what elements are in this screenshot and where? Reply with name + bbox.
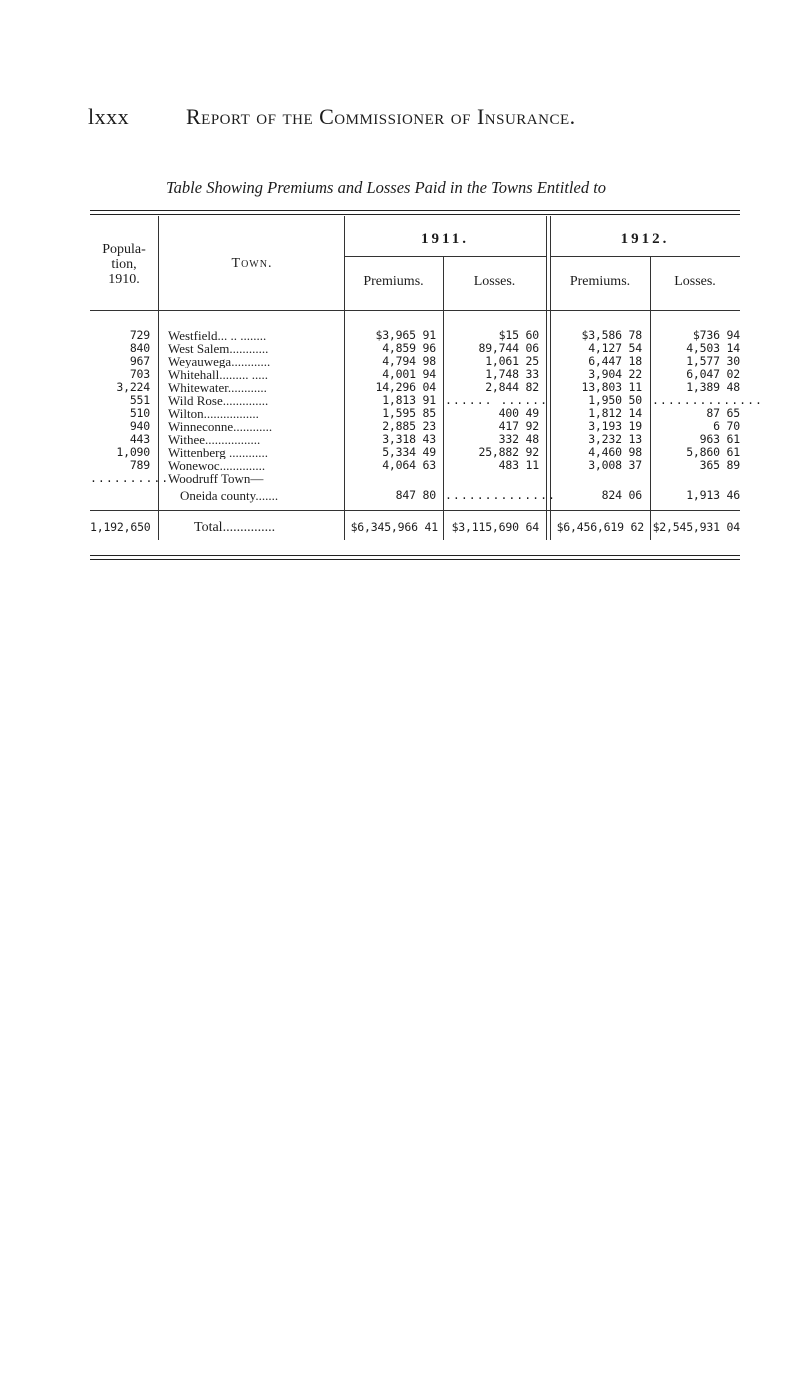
population-cell: 940 [129,419,150,433]
losses-1912-cell: 1,577 30 [686,354,740,368]
page-header [88,104,708,130]
losses-1911-cell: 1,061 25 [485,354,539,368]
premiums-1911-cell: 4,859 96 [382,341,436,355]
losses-1911-total: $3,115,690 64 [451,520,539,534]
losses-1912-cell: 6 70 [713,419,740,433]
town-cell: Wild Rose.............. [168,394,269,407]
premiums-1912-cell: 3,008 37 [588,458,642,472]
population-cell: 3,224 [116,380,150,394]
double-rule-bottom-2 [90,559,740,560]
premiums-1911-cell: 4,794 98 [382,354,436,368]
town-cell: Wonewoc.............. [168,459,266,472]
premiums-1912-cell: 3,232 13 [588,432,642,446]
population-cell: 729 [129,328,150,342]
losses-1911-cell: 89,744 06 [478,341,539,355]
header-premiums-1912: Premiums. [569,274,631,289]
premiums-1912-cell: $3,586 78 [581,328,642,342]
town-cell-line1: Woodruff Town— [168,471,264,486]
town-cell: Whitehall......... ..... [168,368,269,381]
town-cell-line2: Oneida county....... [180,488,279,503]
premiums-1911-cell: 4,001 94 [382,367,436,381]
losses-1912-cell: 365 89 [699,458,740,472]
premiums-1912-cell: 3,193 19 [588,419,642,433]
premiums-1912-cell: 4,127 54 [588,341,642,355]
premiums-1911-cell: 2,885 23 [382,419,436,433]
town-cell: Winneconne............ [168,420,273,433]
header-year-1911: 1911. [421,231,469,247]
premiums-1912-cell: 3,904 22 [588,367,642,381]
premiums-1911-cell: 5,334 49 [382,445,436,459]
year-1911-underline [344,256,546,257]
table-row-woodruff [90,472,740,485]
double-rule-bottom [90,555,740,556]
table-row-woodruff-2 [90,489,740,502]
population-total-cell: 1,192,650 [90,520,151,534]
losses-1912-cell: 5,860 61 [686,445,740,459]
premiums-1911-cell: 847 80 [395,488,436,502]
losses-1911-cell: ...... ...... [445,393,549,407]
town-cell: Wittenberg ............ [168,446,268,459]
premiums-1911-cell: 1,813 91 [382,393,436,407]
premiums-1911-cell: 4,064 63 [382,458,436,472]
table-row-total [90,521,740,534]
losses-1911-cell: 483 11 [498,458,539,472]
population-cell: .......... [90,471,170,485]
town-cell: Weyauwega............ [168,355,271,368]
table-caption: Table Showing Premiums and Losses Paid in the Towns Entitled to [166,178,607,197]
losses-1912-cell: 4,503 14 [686,341,740,355]
header-losses-1911: Losses. [473,274,516,289]
header-rule [90,310,740,311]
town-cell: Wilton................. [168,407,259,420]
population-cell: 703 [129,367,150,381]
total-label: Total............... [194,520,276,535]
losses-1912-cell: 1,389 48 [686,380,740,394]
losses-1912-cell: 963 61 [699,432,740,446]
header-year-1912: 1912. [620,231,670,247]
premiums-1911-cell: $3,965 91 [375,328,436,342]
page-number: lxxx [88,104,130,129]
population-cell: 1,090 [116,445,150,459]
double-rule-top-2 [90,214,740,215]
losses-1911-cell: 417 92 [498,419,539,433]
double-rule-top [90,210,740,211]
header-losses-1912: Losses. [674,274,716,289]
losses-1912-total: $2,545,931 04 [652,520,740,534]
premiums-1912-cell: 13,803 11 [581,380,642,394]
header-town: Town. [231,256,273,271]
premiums-1911-cell: 1,595 85 [382,406,436,420]
premiums-1912-cell: 4,460 98 [588,445,642,459]
premiums-1912-cell: 1,812 14 [588,406,642,420]
population-cell: 443 [129,432,150,446]
losses-1911-cell: 25,882 92 [478,445,539,459]
losses-1911-cell: 1,748 33 [485,367,539,381]
premiums-1911-cell: 3,318 43 [382,432,436,446]
town-cell: Westfield... .. ........ [168,329,267,342]
population-cell: 789 [129,458,150,472]
town-cell: Withee................. [168,433,261,446]
premiums-1912-cell: 6,447 18 [588,354,642,368]
losses-1911-cell: $15 60 [498,328,539,342]
losses-1911-cell: .............. [445,488,556,502]
total-rule [90,510,740,511]
population-cell: 840 [129,341,150,355]
losses-1912-cell: 87 65 [706,406,740,420]
header-population: Popula- tion, 1910. [102,242,146,287]
town-cell: Whitewater............ [168,381,267,394]
losses-1911-cell: 400 49 [498,406,539,420]
town-cell: West Salem............ [168,342,269,355]
losses-1912-cell: $736 94 [692,328,740,342]
population-cell: 967 [129,354,150,368]
losses-1911-cell: 2,844 82 [485,380,539,394]
premiums-1912-cell: 1,950 50 [588,393,642,407]
premiums-1911-cell: 14,296 04 [375,380,436,394]
losses-1912-cell: 1,913 46 [686,488,740,502]
running-title: Report of the Commissioner of Insurance. [186,104,576,129]
premiums-1912-cell: 824 06 [601,488,642,502]
year-1912-underline [550,256,740,257]
premiums-1911-total: $6,345,966 41 [350,520,438,534]
header-premiums-1911: Premiums. [363,274,424,289]
premiums-1912-total: $6,456,619 62 [556,520,644,534]
losses-1912-cell: .............. [652,393,763,407]
losses-1911-cell: 332 48 [498,432,539,446]
population-cell: 510 [129,406,150,420]
losses-1912-cell: 6,047 02 [686,367,740,381]
population-cell: 551 [129,393,150,407]
